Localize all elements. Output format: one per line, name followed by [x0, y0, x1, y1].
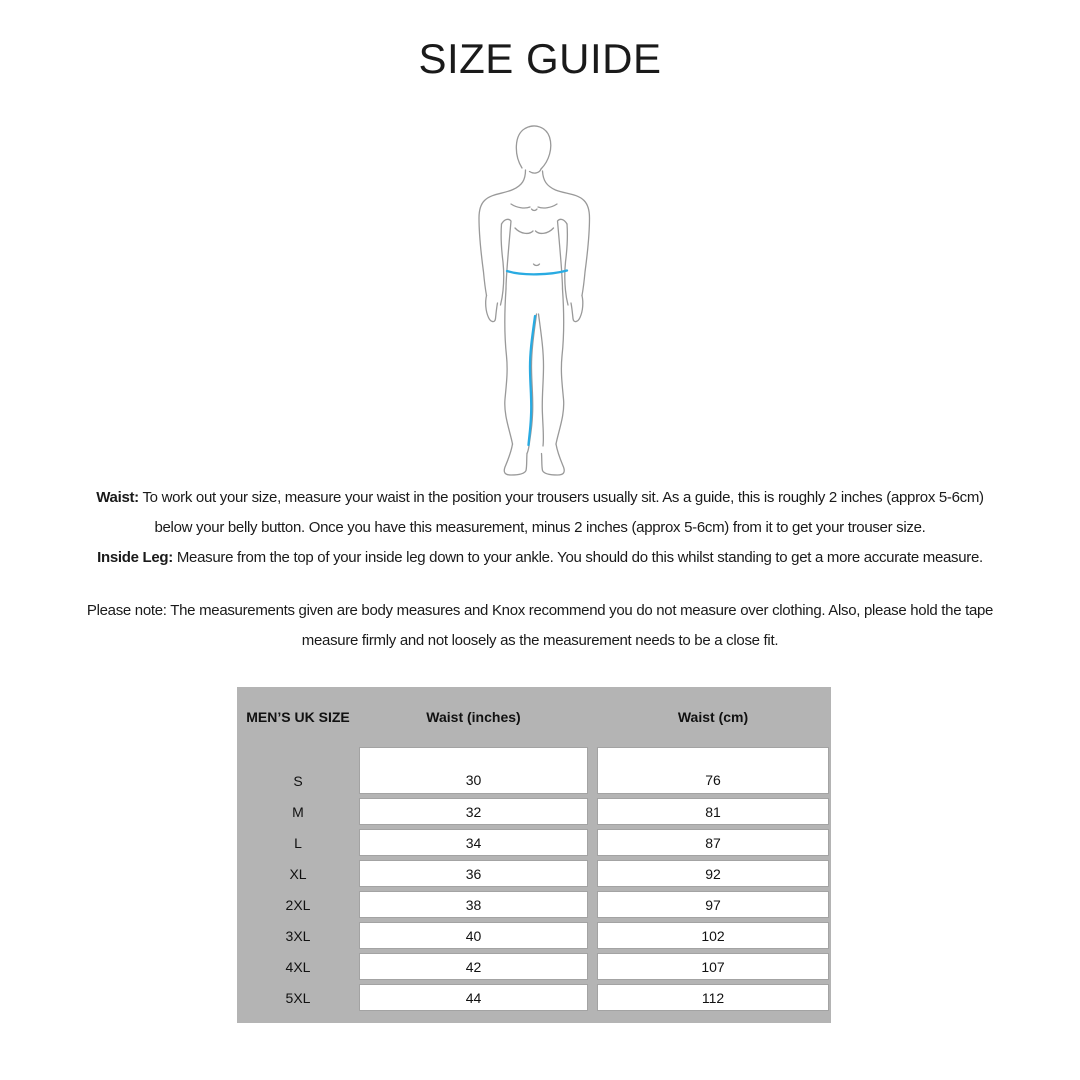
waist-cm-value: 107 — [597, 953, 829, 980]
table-row — [237, 747, 831, 794]
right-shoulder-arm-outline — [543, 171, 590, 296]
measurement-instructions — [0, 483, 1080, 573]
right-torso-outline — [558, 219, 568, 289]
size-label: XL — [289, 865, 307, 882]
note-line-2: measure firmly and not loosely as the measurement needs to be a close fit. — [301, 632, 779, 649]
waist-inches-value: 36 — [359, 860, 588, 887]
waist-cm-value: 76 — [597, 747, 829, 794]
table-row — [237, 984, 831, 1011]
inside-leg-instruction-text: Measure from the top of your inside leg down to your ankle. You should do this whilst standing to get a more accurate measure. — [172, 549, 983, 566]
size-label: L — [294, 834, 302, 851]
waist-measure-line — [507, 271, 567, 275]
right-pec-line — [536, 228, 554, 233]
page-title: SIZE GUIDE — [418, 35, 662, 82]
waist-inches-value: 42 — [359, 953, 588, 980]
head-outline — [516, 126, 550, 169]
neck-notch-line — [532, 209, 538, 211]
table-row — [237, 860, 831, 887]
table-row — [237, 891, 831, 918]
left-outer-leg-outline — [505, 289, 513, 444]
right-inner-leg-outline — [539, 314, 544, 446]
inside-leg-label: Inside Leg: — [97, 549, 173, 566]
waist-cm-value: 102 — [597, 922, 829, 949]
size-label: S — [293, 773, 303, 789]
size-table — [237, 687, 831, 1023]
waist-instruction-line-1 — [0, 483, 1080, 513]
waist-inches-value: 30 — [359, 747, 588, 794]
left-pec-line — [515, 228, 533, 233]
waist-instruction-text-1: To work out your size, measure your waist in the position your trousers usually sit. As a guide, this is roughly 2 inches (approx 5-6cm) — [138, 489, 984, 506]
left-inner-arm-outline — [501, 224, 504, 305]
right-outer-leg-outline — [556, 289, 564, 444]
please-note-paragraph — [0, 596, 1080, 656]
header-waist-cm: Waist (cm) — [677, 709, 749, 725]
size-label: 3XL — [285, 927, 311, 944]
table-row — [237, 798, 831, 825]
header-uk-size: MEN’S UK SIZE — [246, 709, 350, 725]
right-clavicle-line — [538, 204, 557, 208]
size-label: M — [292, 803, 304, 820]
waist-cm-value: 87 — [597, 829, 829, 856]
right-hand-outline — [571, 296, 583, 322]
size-label: 2XL — [285, 896, 311, 913]
waist-cm-value: 97 — [597, 891, 829, 918]
waist-label: Waist: — [96, 489, 139, 506]
note-line-1: Please note: The measurements given are body measures and Knox recommend you do not measure over clothing. Also, please hold the tape — [86, 602, 994, 619]
navel-mark — [534, 264, 540, 266]
table-row — [237, 829, 831, 856]
right-inner-arm-outline — [565, 224, 568, 305]
table-row — [237, 953, 831, 980]
right-foot-outline — [542, 444, 565, 475]
left-torso-outline — [502, 219, 512, 289]
waist-inches-value: 38 — [359, 891, 588, 918]
waist-inches-value: 32 — [359, 798, 588, 825]
waist-inches-value: 40 — [359, 922, 588, 949]
waist-inches-value: 34 — [359, 829, 588, 856]
waist-cm-value: 81 — [597, 798, 829, 825]
left-hand-outline — [486, 296, 498, 322]
waist-inches-value: 44 — [359, 984, 588, 1011]
inside-leg-instruction-line — [0, 543, 1080, 573]
waist-cm-value: 112 — [597, 984, 829, 1011]
left-shoulder-arm-outline — [479, 170, 526, 296]
header-waist-inches: Waist (inches) — [426, 709, 521, 725]
chin-outline — [530, 169, 542, 173]
body-diagram — [477, 123, 595, 481]
waist-instruction-line-2: below your belly button. Once you have this measurement, minus 2 inches (approx 5-6cm) from it to get your trouser size. — [154, 519, 926, 536]
left-clavicle-line — [511, 204, 530, 208]
waist-cm-value: 92 — [597, 860, 829, 887]
size-table-header — [237, 687, 831, 747]
left-foot-outline — [504, 444, 527, 475]
body-diagram-svg — [477, 123, 595, 481]
table-row — [237, 922, 831, 949]
size-label: 4XL — [285, 958, 311, 975]
size-label: 5XL — [285, 989, 311, 1006]
